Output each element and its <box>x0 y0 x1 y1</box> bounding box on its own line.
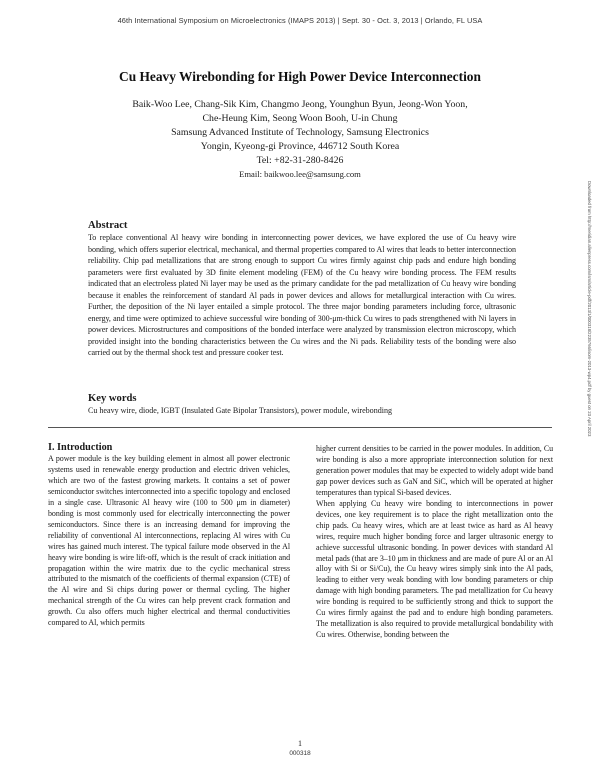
page-number: 1 <box>298 739 302 748</box>
telephone: Tel: +82-31-280-8426 <box>256 154 344 166</box>
keywords-heading: Key words <box>88 393 137 404</box>
authors-line-1: Baik-Woo Lee, Chang-Sik Kim, Changmo Jeong, Younghun Byun, Jeong-Won Yoon, <box>132 99 468 110</box>
abstract-section <box>88 220 516 359</box>
author-block <box>0 98 600 181</box>
address: Yongin, Kyeong-gi Province, 446712 South Korea <box>200 140 400 152</box>
introduction-paragraph-2: When applying Cu heavy wire bonding to interconnections in power devices, one key requirement is to place the right metallization onto the chip pads. Cu heavy wires, which are at least twice as hard as Al heavy wires, require much higher bonding force and larger ultrasonic energy to achieve successful ultrasonic bonding. In power devices with standard Al metal pads (that are 3–10 μm in thickness and are made of pure Al or an Al alloy with Si or Si/Cu), the Cu heavy wires simply sink into the Al pads, leading to either very weak bonding with low bonding parameters or chip damage with high bonding parameters. The pad metallization for Cu heavy wire bonding is required to be sufficiently strong and thick to support the Cu wires firmly against the pad and to endure high bonding parameters. The metallization is also required to provide metallurgical bondability with Cu wires. Otherwise, bonding between the <box>316 498 553 640</box>
authors-line-2: Che-Heung Kim, Seong Woon Booh, U-in Chung <box>202 112 398 124</box>
introduction-paragraph-1-cont: higher current densities to be carried in the power modules. In addition, Cu wire bonding is also a more appropriate interconnection solution for next generation power modules that may be expected to widely adopt wide band gap power devices such as GaN and SiC, which will be operated at higher temperatures than typical Si-based devices. <box>316 444 553 497</box>
download-watermark <box>586 181 598 741</box>
left-column <box>48 442 290 629</box>
keywords-section <box>88 393 516 416</box>
affiliation: Samsung Advanced Institute of Technology, Samsung Electronics <box>171 126 429 138</box>
keywords-text: Cu heavy wire, diode, IGBT (Insulated Gate Bipolar Transistors), power module, wirebonding <box>88 406 393 415</box>
abstract-heading: Abstract <box>88 220 128 231</box>
introduction-paragraph-1: A power module is the key building element in almost all power electronic systems used in renewable energy production and electric driven vehicles, which are two of the fastest growing markets. It contains a set of power semiconductor switches interconnected into a specific topology and enclosed in a single case. Ultrasonic Al heavy wire (100 to 500 μm in diameter) bonding is most commonly used for electrically interconnecting the power semiconductors. Since there is an increasing demand for improving the reliability of conventional Al interconnections, replacing Al wires with Cu wires has gained much interest. The typical failure mode observed in the Al heavy wire bonding is wire lift-off, which is the result of crack initiation and propagation within the wire matrix due to the cyclic mechanical stress attributed to the mismatch of the coefficients of thermal expansion (CTE) of the Al wire and Si chips during power or thermal cycling. The higher mechanical strength of the Cu wires can help prevent crack formation and growth. Cu also offers much higher electrical and thermal conductivities compared to Al, which permits <box>48 454 290 628</box>
document-id: 000318 <box>289 750 311 757</box>
paper-title: Cu Heavy Wirebonding for High Power Device Interconnection <box>119 69 481 84</box>
abstract-text: To replace conventional Al heavy wire bonding in interconnecting power devices, we have explored the use of Cu heavy wire bonding, which offers superior electrical, mechanical, and thermal properties compared to Al wires that leads to better interconnection reliability. Chip pad metallizations that are strong enough to support Cu wires firmly against chip pads and endure high bonding parameters were first evaluated by 3D finite element modeling (FEM) of the Cu heavy wire bonding process. The FEM results indicated that an electroless plated Ni layer may be used as the primary candidate for the pad metallization of Cu heavy wire bonding because it enables the reinforcement of standard Al pads in power devices and allows for metallurgical interaction with Cu wires. Further, the deposition of the Ni layer entailed a simple protocol. The three major bonding parameters including force, ultrasonic energy, and time were optimized to achieve successful wire bonding of 300-μm-thick Cu wires to pads strengthened with Ni layers in power devices. Microstructures and compositions of the bonded interface were analyzed by transmission electron microscopy, which provided insight into the bonding characteristics between the Cu wires and the Ni pads. Reliability tests of the bonding were also carried out by the thermal shock test and pressure cooker test. <box>88 233 516 358</box>
introduction-heading: I. Introduction <box>48 442 113 453</box>
right-column <box>316 444 553 641</box>
section-divider <box>48 427 552 428</box>
running-header: 46th International Symposium on Microelectronics (IMAPS 2013) | Sept. 30 - Oct. 3, 2013 | Orlando, FL USA <box>117 16 483 25</box>
download-watermark-text: Downloaded from http://meridian.allenpress.com/ism/article-pdf/2013/1/000318/2235766/isom-2013-wp4.pdf by guest on 23 April 2023 <box>587 181 592 437</box>
email: Email: baikwoo.lee@samsung.com <box>239 168 361 179</box>
